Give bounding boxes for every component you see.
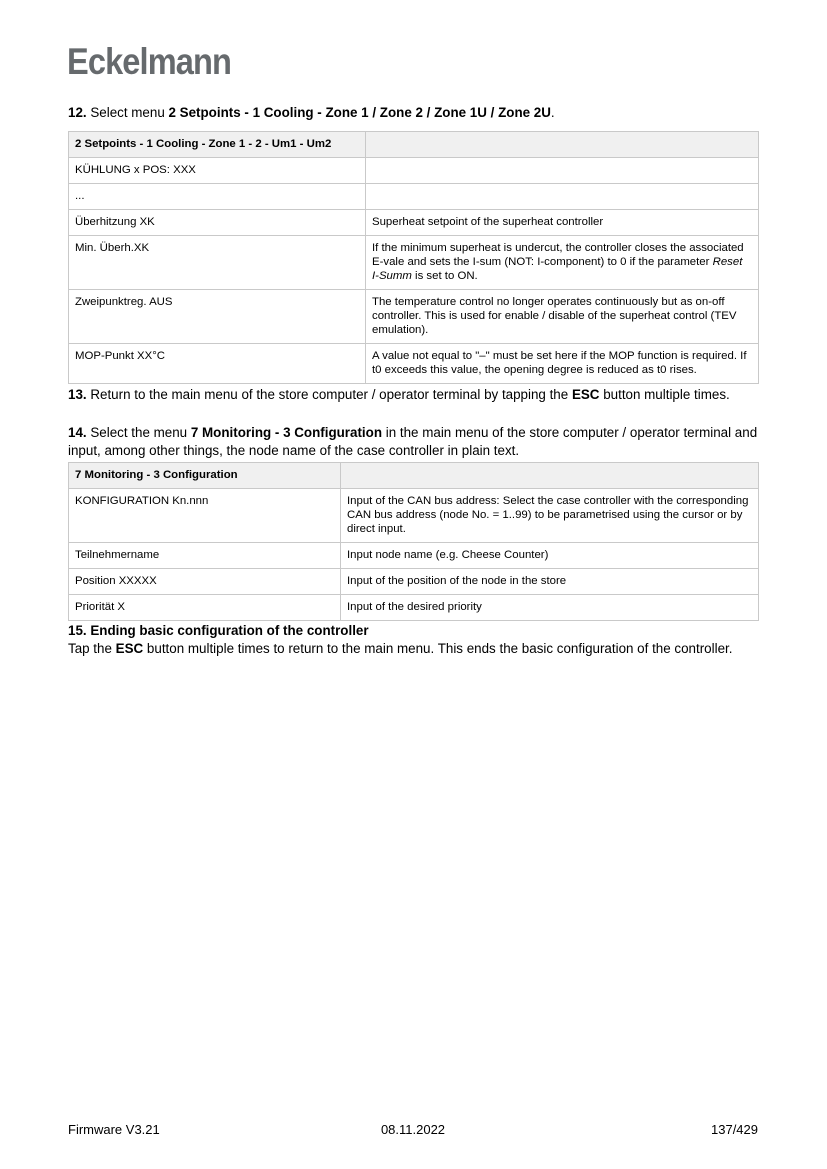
param-cell: Priorität X <box>69 595 341 621</box>
menu-path: 2 Setpoints - 1 Cooling - Zone 1 / Zone 2 / Zone 1U / Zone 2U <box>168 105 551 120</box>
table-header-cell: 2 Setpoints - 1 Cooling - Zone 1 - 2 - Um1 - Um2 <box>69 132 366 158</box>
desc-text: If the minimum superheat is undercut, the controller closes the associated E-vale and sets the I-sum (NOT: I-component) to 0 if the parameter <box>372 242 744 268</box>
step-14-paragraph <box>68 424 758 460</box>
desc-cell: The temperature control no longer operates continuously but as on-off controller. This is used for enable / disable of the superheat control (TEV emulation). <box>366 290 759 344</box>
table-header-cell-empty <box>366 132 759 158</box>
footer-firmware-version: Firmware V3.21 <box>68 1122 160 1137</box>
desc-cell: Input of the position of the node in the store <box>341 569 759 595</box>
footer-page-number: 137/429 <box>711 1122 758 1137</box>
step-text-end: . <box>550 105 555 120</box>
desc-cell: A value not equal to "–" must be set here if the MOP function is required. If t0 exceeds this value, the opening degree is reduced as t0 rises. <box>366 344 759 384</box>
page-footer <box>68 1122 758 1138</box>
table-row <box>69 595 759 621</box>
desc-cell: Input of the CAN bus address: Select the case controller with the corresponding CAN bus address (node No. = 1..99) to be parametrised using the cursor or by direct input. <box>341 489 759 543</box>
step-12-paragraph <box>68 104 758 122</box>
param-cell: Teilnehmername <box>69 543 341 569</box>
monitoring-table <box>68 462 759 621</box>
desc-cell: Superheat setpoint of the superheat controller <box>366 210 759 236</box>
step-number: 14. <box>68 425 87 440</box>
step-text: Select the menu <box>86 425 191 440</box>
table-row <box>69 236 759 290</box>
step-15-heading: 15. Ending basic configuration of the controller <box>68 623 369 638</box>
step-text: Return to the main menu of the store computer / operator terminal by tapping the <box>86 387 572 402</box>
table-row <box>69 158 759 184</box>
desc-text-end: is set to ON. <box>411 270 478 282</box>
param-cell: Zweipunktreg. AUS <box>69 290 366 344</box>
param-cell: ... <box>69 184 366 210</box>
step-text-end: button multiple times. <box>599 387 730 402</box>
param-cell: KÜHLUNG x POS: XXX <box>69 158 366 184</box>
step-number: 13. <box>68 387 87 402</box>
table-header-row <box>69 132 759 158</box>
param-cell: MOP-Punkt XX°C <box>69 344 366 384</box>
step-number: 12. <box>68 105 87 120</box>
step-text-end: button multiple times to return to the main menu. This ends the basic configuration of the controller. <box>143 641 733 656</box>
table-row <box>69 489 759 543</box>
param-cell: Position XXXXX <box>69 569 341 595</box>
step-13-paragraph <box>68 386 758 404</box>
footer-date: 08.11.2022 <box>380 1122 446 1137</box>
step-text: Tap the <box>68 641 116 656</box>
param-cell: KONFIGURATION Kn.nnn <box>69 489 341 543</box>
table-header-row <box>69 463 759 489</box>
esc-button-label: ESC <box>115 641 144 656</box>
table-row <box>69 184 759 210</box>
menu-path: 7 Monitoring - 3 Configuration <box>190 425 383 440</box>
param-cell: Überhitzung XK <box>69 210 366 236</box>
esc-button-label: ESC <box>571 387 600 402</box>
table-row <box>69 543 759 569</box>
step-15-section <box>68 622 758 658</box>
eckelmann-logo: Eckelmann <box>67 41 232 82</box>
table-row <box>69 210 759 236</box>
step-text: Select menu <box>86 105 169 120</box>
desc-cell <box>366 236 759 290</box>
desc-cell: Input node name (e.g. Cheese Counter) <box>341 543 759 569</box>
step-15-body <box>68 640 758 658</box>
step-text-end: in the main menu of the store computer / operator terminal and input, among other things, the node name of the case controller in plain text. <box>68 425 758 458</box>
desc-cell <box>366 184 759 210</box>
table-header-cell-empty <box>341 463 759 489</box>
desc-italic-text: Reset I-Summ <box>372 256 743 282</box>
param-cell: Min. Überh.XK <box>69 236 366 290</box>
table-row <box>69 290 759 344</box>
desc-cell <box>366 158 759 184</box>
desc-cell: Input of the desired priority <box>341 595 759 621</box>
table-row <box>69 569 759 595</box>
setpoints-table <box>68 131 759 384</box>
table-header-cell: 7 Monitoring - 3 Configuration <box>69 463 341 489</box>
table-row <box>69 344 759 384</box>
